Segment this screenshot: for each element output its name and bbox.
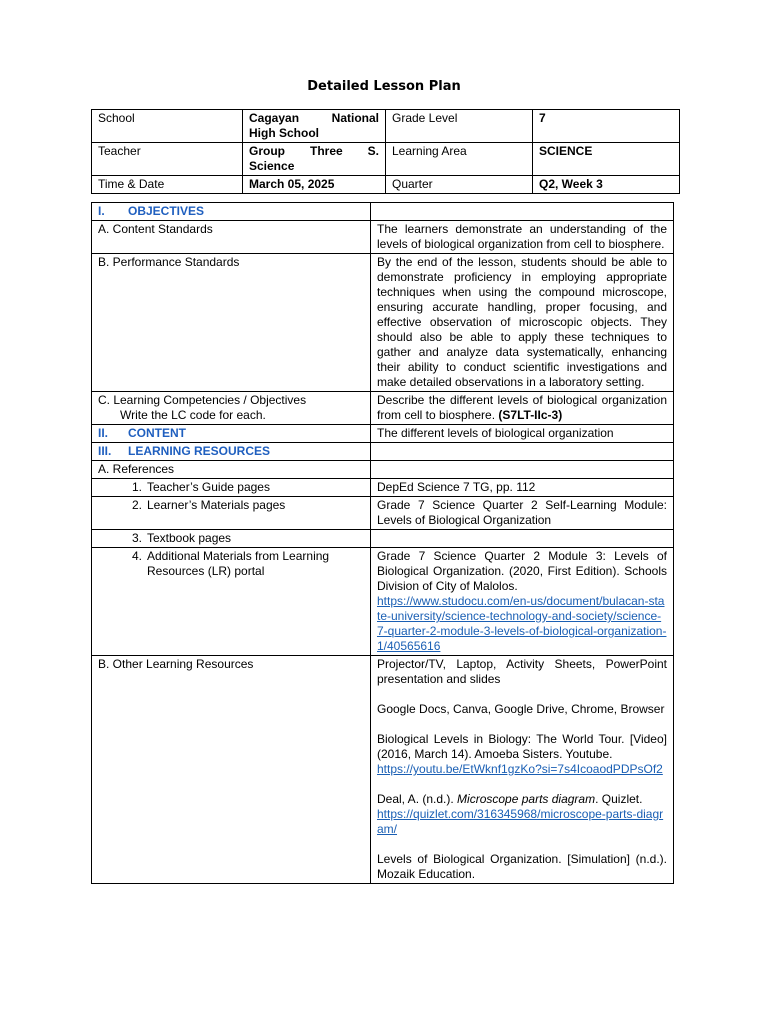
table-row: [92, 254, 674, 392]
table-row: [92, 392, 674, 425]
resources-heading: III. LEARNING RESOURCES: [92, 443, 371, 461]
teachers-guide-label: 1. Teacher’s Guide pages: [92, 479, 371, 497]
document-title: Detailed Lesson Plan: [307, 79, 461, 94]
header-table: [91, 109, 680, 194]
youtube-link[interactable]: https://youtu.be/EtWknf1gzKo?si=7s4IcoaodPDPsOf2: [377, 762, 663, 776]
textbook-value: [371, 530, 674, 548]
lc-code: (S7LT-IIc-3): [498, 408, 563, 422]
table-row: [92, 548, 674, 656]
textbook-label: 3. Textbook pages: [92, 530, 371, 548]
table-row: [92, 530, 674, 548]
school-label: School: [92, 110, 243, 143]
lesson-table: [91, 202, 674, 884]
other-resources-label: B. Other Learning Resources: [92, 656, 371, 884]
competencies-label: C. Learning Competencies / Objectives Write the LC code for each.: [92, 392, 371, 425]
area-label: Learning Area: [386, 143, 533, 176]
table-row: [92, 143, 680, 176]
quarter-value: Q2, Week 3: [533, 176, 680, 194]
quarter-label: Quarter: [386, 176, 533, 194]
table-row: [92, 443, 674, 461]
content-text: The different levels of biological organization: [371, 425, 674, 443]
additional-materials-value: Grade 7 Science Quarter 2 Module 3: Levels of Biological Organization. (2020, First Edition). Schools Division of City of Malolos. https://www.studocu.com/en-us/document/bulacan-state-university/science-technology-and-society/science-7-quarter-2-module-3-levels-of-biological-organization-1/40565616: [371, 548, 674, 656]
date-label: Time & Date: [92, 176, 243, 194]
content-standards-text: The learners demonstrate an understanding of the levels of biological organization from cell to biosphere.: [371, 221, 674, 254]
content-standards-label: A. Content Standards: [92, 221, 371, 254]
table-row: [92, 497, 674, 530]
learners-materials-label: 2. Learner’s Materials pages: [92, 497, 371, 530]
grade-value: 7: [533, 110, 680, 143]
grade-label: Grade Level: [386, 110, 533, 143]
other-resources-value: Projector/TV, Laptop, Activity Sheets, PowerPoint presentation and slides Google Docs, Canva, Google Drive, Chrome, Browser Biological Levels in Biology: The World Tour. [Video] (2016, March 14). Amoeba Sisters. Youtube. https://youtu.be/EtWknf1gzKo?si=7s4IcoaodPDPsOf2 Deal, A. (n.d.). Microscope parts diagram. Quizlet. https://quizlet.com/316345968/microscope-parts-diagram/ Levels of Biological Organization. [Simulation] (n.d.). Mozaik Education.: [371, 656, 674, 884]
table-row: [92, 461, 674, 479]
teachers-guide-value: DepEd Science 7 TG, pp. 112: [371, 479, 674, 497]
table-row: [92, 656, 674, 884]
references-label: A. References: [92, 461, 371, 479]
table-row: [92, 110, 680, 143]
objectives-heading: I. OBJECTIVES: [92, 203, 371, 221]
competencies-text: Describe the different levels of biological organization from cell to biosphere. (S7LT-IIc-3): [371, 392, 674, 425]
performance-standards-label: B. Performance Standards: [92, 254, 371, 392]
table-row: [92, 221, 674, 254]
studocu-link[interactable]: https://www.studocu.com/en-us/document/bulacan-state-university/science-technology-and-society/science-7-quarter-2-module-3-levels-of-biological-organization-1/40565616: [377, 594, 667, 653]
quizlet-link[interactable]: https://quizlet.com/316345968/microscope-parts-diagram/: [377, 807, 664, 836]
table-row: [92, 176, 680, 194]
teacher-label: Teacher: [92, 143, 243, 176]
area-value: SCIENCE: [533, 143, 680, 176]
learners-materials-value: Grade 7 Science Quarter 2 Self-Learning Module: Levels of Biological Organization: [371, 497, 674, 530]
table-row: [92, 203, 674, 221]
table-row: [92, 425, 674, 443]
teacher-value: Group Three S. Science: [243, 143, 386, 176]
additional-materials-label: 4. Additional Materials from Learning Resources (LR) portal: [92, 548, 371, 656]
school-value: Cagayan National High School: [243, 110, 386, 143]
table-row: [92, 479, 674, 497]
performance-standards-text: By the end of the lesson, students should be able to demonstrate proficiency in employing appropriate techniques when using the compound microscope, ensuring accurate handling, proper focusing, and effective observation of microscopic objects. They should also be able to apply these techniques to gather and analyze data systematically, enhancing their ability to conduct scientific investigations and make detailed observations in a laboratory setting.: [371, 254, 674, 392]
date-value: March 05, 2025: [243, 176, 386, 194]
content-heading: II. CONTENT: [92, 425, 371, 443]
